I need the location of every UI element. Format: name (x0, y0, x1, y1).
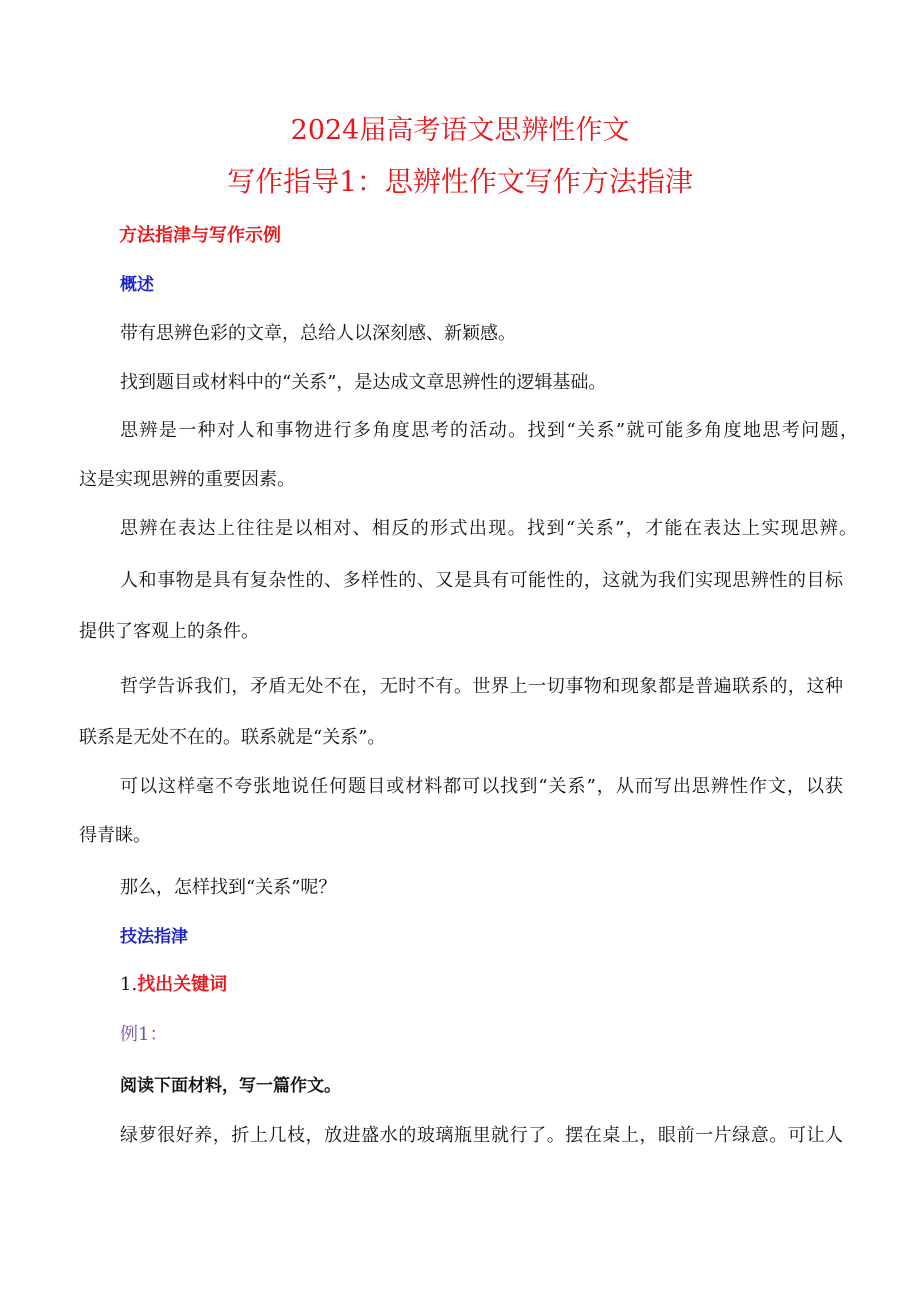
example-label: 例1： (120, 1024, 168, 1045)
section-heading: 方法指津与写作示例 (119, 225, 281, 246)
paragraph-6-line-1: 哲学告诉我们，矛盾无处不在，无时不有。世界上一切事物和现象都是普遍联系的，这种 (120, 676, 843, 697)
paragraph-7-line-2: 得青睐。 (79, 825, 151, 846)
overview-heading: 概述 (120, 275, 154, 295)
paragraph-3-line-2: 这是实现思辨的重要因素。 (79, 469, 295, 490)
list-item-1 (120, 972, 890, 998)
paragraph-2: 找到题目或材料中的“关系”，是达成文章思辨性的逻辑基础。 (120, 372, 607, 393)
technique-heading: 技法指津 (120, 927, 188, 947)
list-item-number: 1. (120, 974, 138, 995)
paragraph-4: 思辨在表达上往往是以相对、相反的形式出现。找到“关系”，才能在表达上实现思辨。 (120, 518, 857, 539)
paragraph-7-line-1: 可以这样毫不夸张地说任何题目或材料都可以找到“关系”，从而写出思辨性作文，以获 (120, 776, 843, 797)
paragraph-5-line-1: 人和事物是具有复杂性的、多样性的、又是具有可能性的，这就为我们实现思辨性的目标 (120, 570, 843, 591)
material-text: 绿萝很好养，折上几枝，放进盛水的玻璃瓶里就行了。摆在桌上，眼前一片绿意。可让人 (120, 1125, 843, 1146)
task-prompt: 阅读下面材料，写一篇作文。 (120, 1076, 341, 1096)
document-title: 2024届高考语文思辨性作文 (290, 115, 630, 146)
document-subtitle: 写作指导1：思辨性作文写作方法指津 (227, 165, 693, 198)
paragraph-3-line-1: 思辨是一种对人和事物进行多角度思考的活动。找到“关系”就可能多角度地思考问题， (120, 420, 858, 441)
paragraph-1: 带有思辨色彩的文章，总给人以深刻感、新颖感。 (120, 323, 516, 344)
paragraph-8: 那么，怎样找到“关系”呢？ (120, 877, 337, 898)
paragraph-5-line-2: 提供了客观上的条件。 (79, 621, 259, 642)
paragraph-6-line-2: 联系是无处不在的。联系就是“关系”。 (79, 727, 386, 748)
list-item-label: 找出关键词 (137, 974, 228, 995)
